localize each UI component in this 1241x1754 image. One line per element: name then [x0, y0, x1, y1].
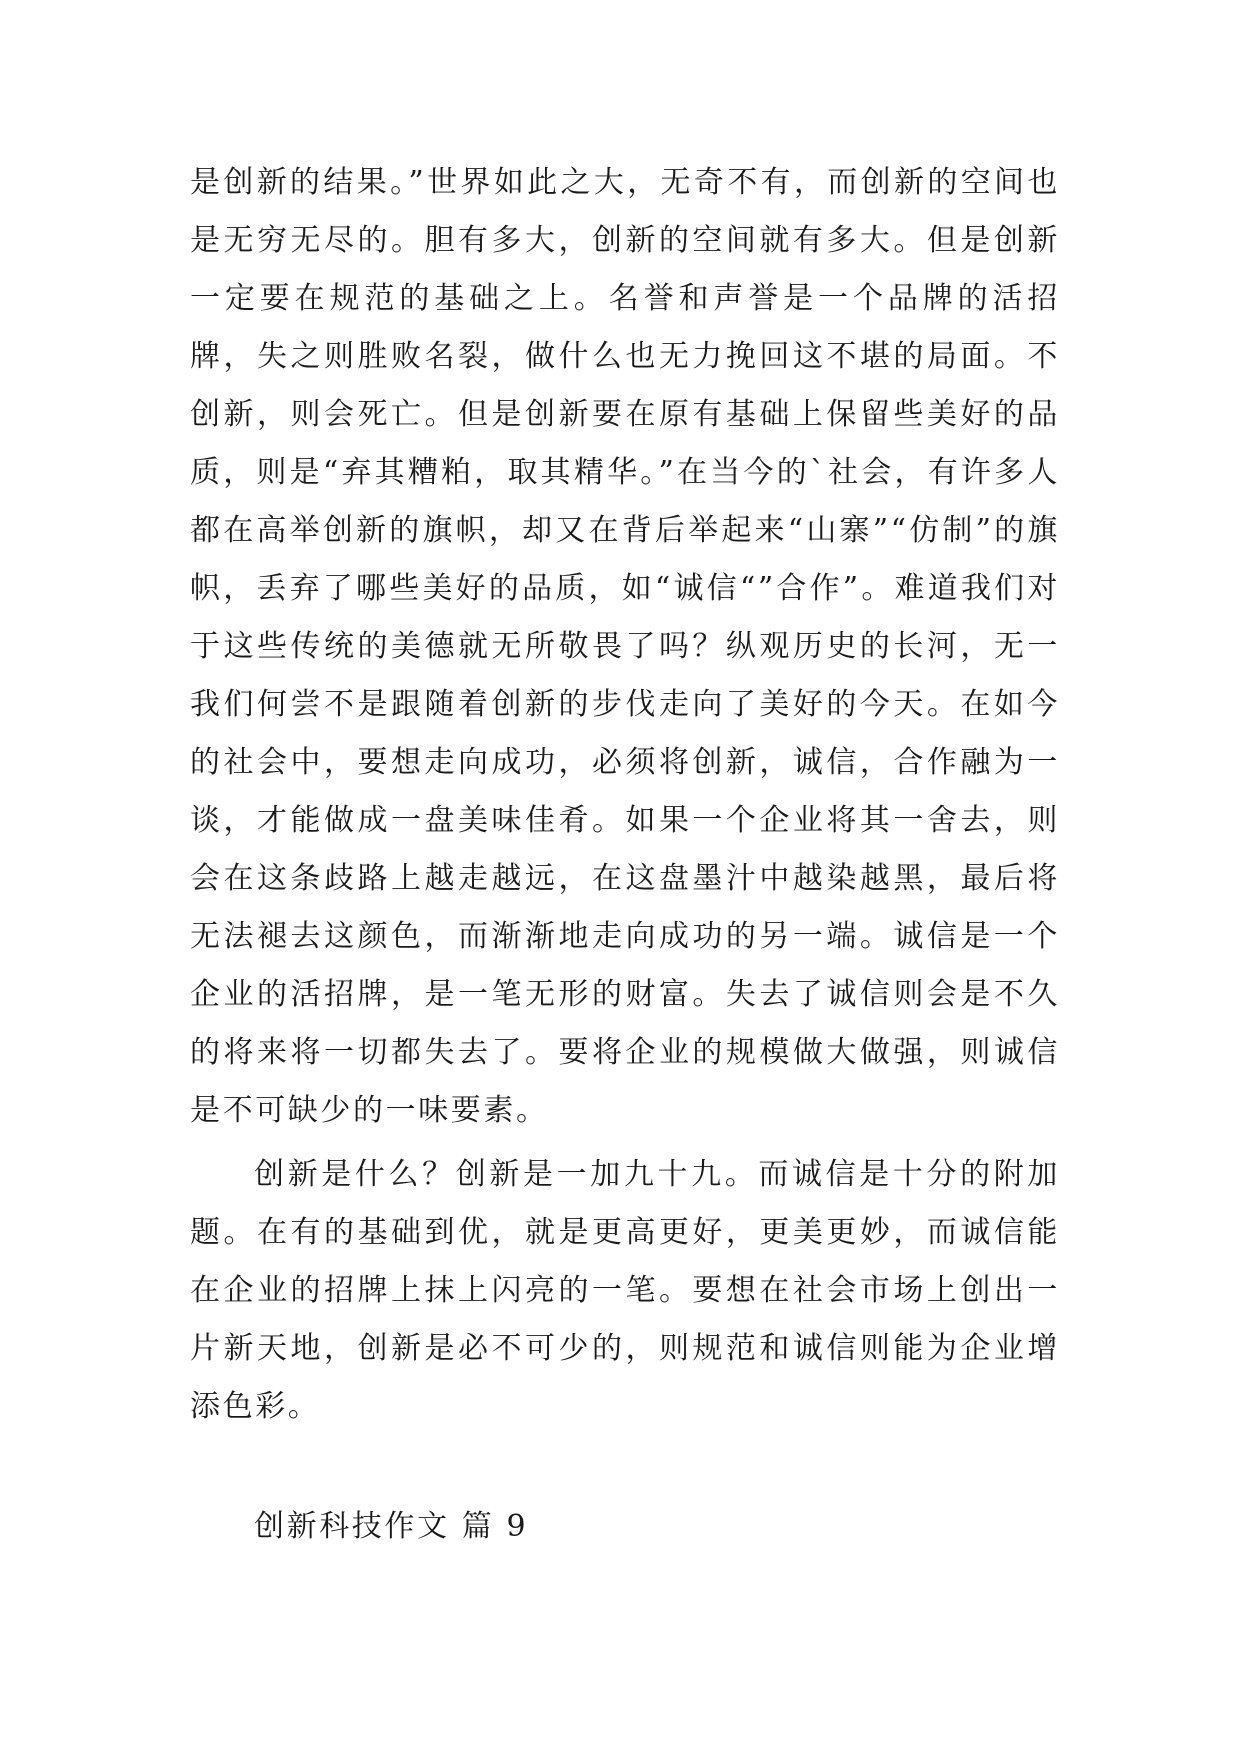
body-paragraph-1: 是创新的结果。”世界如此之大，无奇不有，而创新的空间也是无穷无尽的。胆有多大，创新的空间就有多大。但是创新一定要在规范的基础之上。名誉和声誉是一个品牌的活招牌，失之则胜败名裂，做什么也无力挽回这不堪的局面。不创新，则会死亡。但是创新要在原有基础上保留些美好的品质，则是“弃其糟粕，取其精华。”在当今的`社会，有许多人都在高举创新的旗帜，却又在背后举起来“山寨”“仿制”的旗帜，丢弃了哪些美好的品质，如“诚信“”合作”。难道我们对于这些传统的美德就无所敬畏了吗？纵观历史的长河，无一我们何尝不是跟随着创新的步伐走向了美好的今天。在如今的社会中，要想走向成功，必须将创新，诚信，合作融为一谈，才能做成一盘美味佳肴。如果一个企业将其一舍去，则会在这条歧路上越走越远，在这盘墨汁中越染越黑，最后将无法褪去这颜色，而渐渐地走向成功的另一端。诚信是一个企业的活招牌，是一笔无形的财富。失去了诚信则会是不久的将来将一切都失去了。要将企业的规模做大做强，则诚信是不可缺少的一味要素。: [190, 165, 1060, 1128]
body-paragraph-2: 创新是什么？创新是一加九十九。而诚信是十分的附加题。在有的基础到优，就是更高更好，更美更妙，而诚信能在企业的招牌上抹上闪亮的一笔。要想在社会市场上创出一片新天地，创新是必不可少的，则规范和诚信则能为企业增添色彩。: [190, 1157, 1060, 1424]
section-heading: 创新科技作文 篇 9: [254, 1509, 529, 1544]
